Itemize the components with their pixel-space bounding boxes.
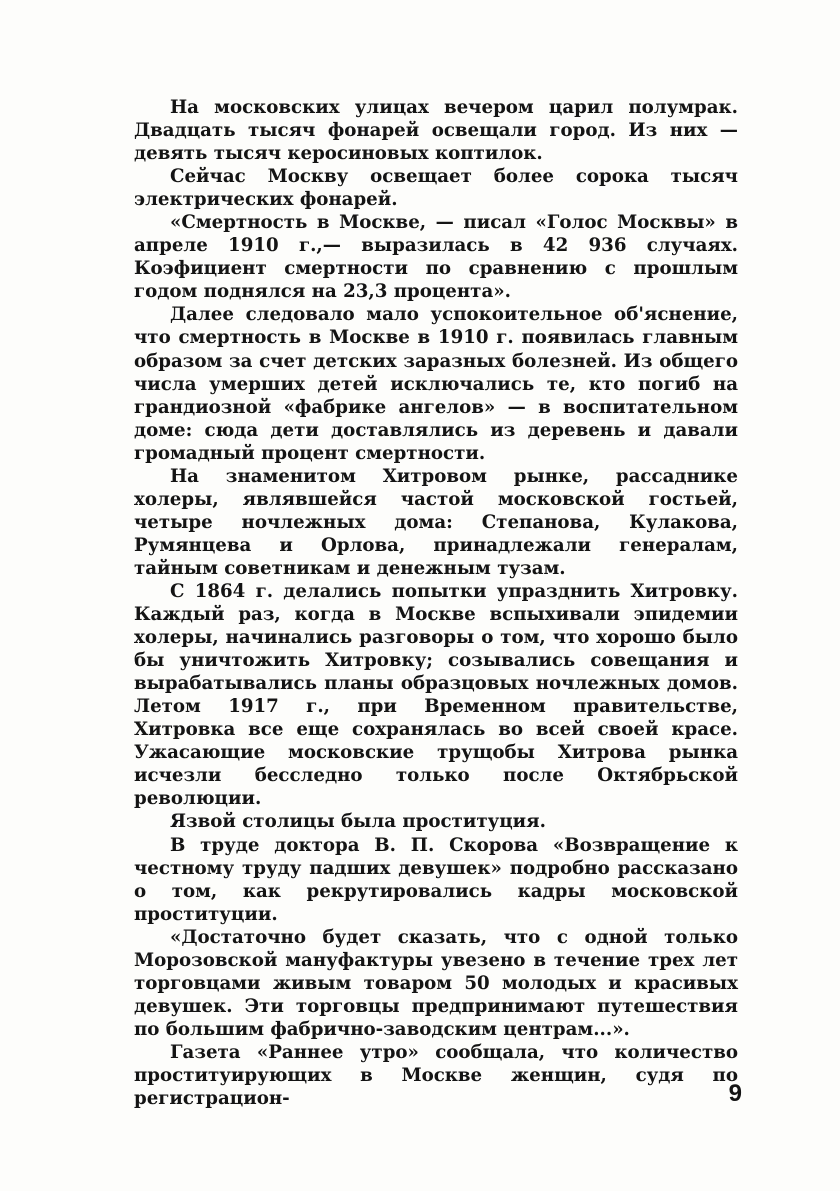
paragraph: С 1864 г. делались попытки упразднить Хитровку. Каждый раз, когда в Москве вспыхивали эпидемии холеры, начинались разговоры о том, что хорошо было бы уничтожить Хитровку; созывались совещания и вырабатывались планы образцовых ночлежных домов. Летом 1917 г., при Временном правительстве, Хитровка все еще сохранялась во всей своей красе. Ужасающие московские трущобы Хитрова рынка исчезли бесследно только после Октябрьской революции. [134,580,738,810]
paragraph: Язвой столицы была проституция. [170,811,546,833]
paragraph: «Достаточно будет сказать, что с одной только Морозовской мануфактуры увезено в течение трех лет торговцами живым товаром 50 молодых и красивых девушек. Эти торговцы предпринимают путешествия по большим фабрично-заводским центрам...». [134,926,738,1040]
paragraph: Газета «Раннее утро» сообщала, что количество проституирующих в Москве женщин, судя по регистрацион- [134,1041,738,1110]
paragraph: «Смертность в Москве, — писал «Голос Москвы» в апреле 1910 г.,— выразилась в 42 936 случаях. Коэфициент смертности по сравнению с прошлым годом поднялся на 23,3 процента». [134,212,738,303]
paragraph: В труде доктора В. П. Скорова «Возвращение к честному труду падших девушек» подробно рассказано о том, как рекрутировались кадры московской проституции. [134,834,738,925]
paragraph: Далее следовало мало успокоительное об'яснение, что смертность в Москве в 1910 г. появилась главным образом за счет детских заразных болезней. Из общего числа умерших детей исключались те, кто погиб на грандиозной «фабрике ангелов» — в воспитательном доме: сюда дети доставлялись из деревень и давали громадный процент смертности. [134,304,738,464]
paragraph: На знаменитом Хитровом рынке, рассаднике холеры, являвшейся частой московской гостьей, четыре ночлежных дома: Степанова, Кулакова, Румянцева и Орлова, принадлежали генералам, тайным советникам и денежным тузам. [134,465,738,579]
page-number: 9 [728,1080,742,1107]
paragraph: Сейчас Москву освещает более сорока тысяч электрических фонарей. [134,166,738,211]
body-text [134,96,738,1110]
paragraph: На московских улицах вечером царил полумрак. Двадцать тысяч фонарей освещали город. Из них — девять тысяч керосиновых коптилок. [134,97,738,165]
